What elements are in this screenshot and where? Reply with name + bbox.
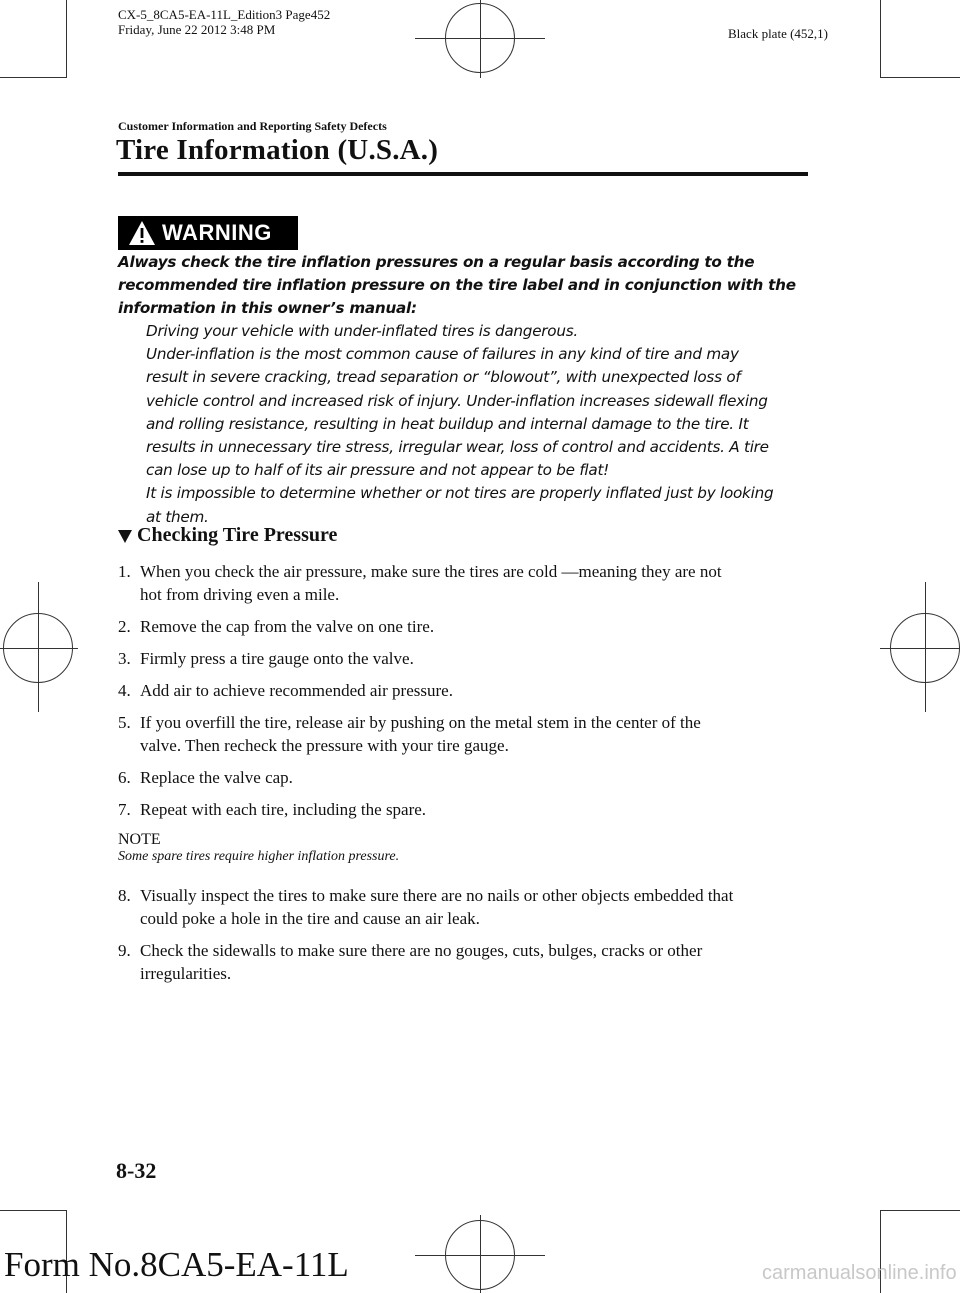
steps-list-continued xyxy=(118,884,818,985)
step-text: Firmly press a tire gauge onto the valve. xyxy=(140,649,414,668)
step-number: 6. xyxy=(118,768,131,787)
step-number: 9. xyxy=(118,941,131,960)
step-text: hot from driving even a mile. xyxy=(140,585,340,604)
step-number: 4. xyxy=(118,681,131,700)
warning-line: Driving your vehicle with under-inflated tires is dangerous. xyxy=(146,322,578,340)
step-text: Remove the cap from the valve on one tire. xyxy=(140,617,435,636)
plate-label: Black plate (452,1) xyxy=(728,26,828,41)
step-number: 8. xyxy=(118,886,131,905)
list-item xyxy=(118,647,818,670)
title-rule xyxy=(118,172,808,176)
list-item xyxy=(118,560,818,606)
warning-lead-line: information in this owner’s manual: xyxy=(118,299,417,318)
step-number: 1. xyxy=(118,562,131,581)
list-item xyxy=(118,711,818,757)
warning-paragraph xyxy=(146,482,826,528)
warning-paragraph xyxy=(146,343,826,482)
step-number: 3. xyxy=(118,649,131,668)
page-title: Tire Information (U.S.A.) xyxy=(116,134,439,166)
print-slug xyxy=(118,7,330,37)
list-item xyxy=(118,798,818,821)
down-triangle-icon xyxy=(118,530,132,543)
note-label: NOTE xyxy=(118,831,161,848)
form-number: Form No.8CA5-EA-11L xyxy=(4,1245,349,1284)
step-text: Check the sidewalls to make sure there are no gouges, cuts, bulges, cracks or other xyxy=(140,941,703,960)
warning-line: result in severe cracking, tread separation or “blowout”, with unexpected loss of xyxy=(146,368,741,387)
warning-label: WARNING xyxy=(162,220,272,245)
warning-body xyxy=(146,320,826,529)
section-heading xyxy=(118,524,337,547)
warning-paragraph xyxy=(146,320,826,343)
warning-line: results in unnecessary tire stress, irregular wear, loss of control and accidents. A tire xyxy=(146,438,769,457)
step-number: 2. xyxy=(118,617,131,636)
warning-triangle-icon xyxy=(128,219,156,247)
list-item xyxy=(118,615,818,638)
list-item xyxy=(118,939,818,985)
warning-line: can lose up to half of its air pressure and not appear to be flat! xyxy=(146,461,609,480)
step-number: 5. xyxy=(118,713,131,732)
list-item xyxy=(118,884,818,930)
step-text: could poke a hole in the tire and cause an air leak. xyxy=(140,909,480,928)
note-text: Some spare tires require higher inflation pressure. xyxy=(118,849,400,864)
warning-line: at them. xyxy=(146,507,209,526)
warning-lead xyxy=(118,251,818,321)
warning-line: Under-inflation is the most common cause of failures in any kind of tire and may xyxy=(146,345,739,364)
section-heading-text: Checking Tire Pressure xyxy=(137,524,338,546)
step-text: Add air to achieve recommended air pressure. xyxy=(140,681,453,700)
list-item xyxy=(118,766,818,789)
slug-line-1: CX-5_8CA5-EA-11L_Edition3 Page452 xyxy=(118,7,331,22)
step-text: Replace the valve cap. xyxy=(140,768,293,787)
page-number: 8-32 xyxy=(116,1158,157,1183)
section-label: Customer Information and Reporting Safety Defects xyxy=(118,119,387,133)
step-text: If you overfill the tire, release air by pushing on the metal stem in the center of the xyxy=(140,713,701,732)
step-text: When you check the air pressure, make sure the tires are cold ―meaning they are not xyxy=(140,562,722,581)
steps-list xyxy=(118,560,818,821)
watermark: carmanualsonline.info xyxy=(762,1262,957,1284)
warning-banner xyxy=(118,216,298,250)
warning-line: It is impossible to determine whether or not tires are properly inflated just by looking xyxy=(146,484,774,503)
warning-lead-line: Always check the tire inflation pressures on a regular basis according to the xyxy=(118,253,755,271)
step-text: Repeat with each tire, including the spare. xyxy=(140,800,427,819)
slug-line-2: Friday, June 22 2012 3:48 PM xyxy=(118,22,276,37)
warning-line: and rolling resistance, resulting in heat buildup and internal damage to the tire. It xyxy=(146,414,749,433)
warning-line: vehicle control and increased risk of injury. Under-inflation increases sidewall flexing xyxy=(146,391,768,410)
step-text: Visually inspect the tires to make sure there are no nails or other objects embedded that xyxy=(140,886,734,905)
warning-lead-line: recommended tire inflation pressure on the tire label and in conjunction with the xyxy=(118,276,796,295)
step-number: 7. xyxy=(118,800,131,819)
list-item xyxy=(118,679,818,702)
step-text: irregularities. xyxy=(140,964,232,983)
step-text: valve. Then recheck the pressure with your tire gauge. xyxy=(140,736,509,755)
